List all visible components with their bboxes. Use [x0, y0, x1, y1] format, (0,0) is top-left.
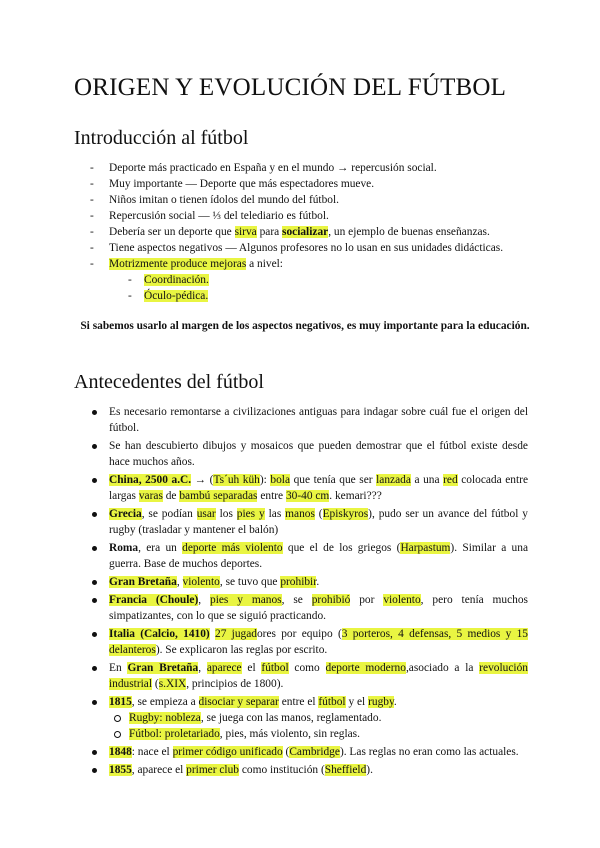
list-item: [90, 240, 518, 256]
list-item: [90, 176, 518, 192]
list-item: [90, 160, 518, 176]
bullet-icon: [92, 580, 97, 585]
text-run: , pies, más violento, sin reglas.: [219, 728, 360, 740]
sub-list-item: [90, 710, 528, 726]
sub-list-item: [90, 288, 518, 304]
highlighted-text: sirva: [234, 226, 257, 238]
list-item-text: Tiene aspectos negativos — Algunos profesores no lo usan en sus unidades didácticas.: [109, 242, 504, 254]
text-run: , era un: [138, 542, 183, 554]
list-item: [90, 744, 528, 760]
text-run: ,: [198, 662, 207, 674]
list-item: [90, 438, 528, 470]
dash-marker: -: [128, 274, 132, 286]
dash-marker: -: [90, 194, 94, 206]
highlighted-bold-text: Gran Bretaña: [109, 576, 177, 588]
highlighted-text: Coordinación.: [144, 274, 209, 286]
highlighted-text: 27 jugad: [215, 628, 257, 640]
list-item: [90, 694, 528, 710]
intro-list: [90, 160, 518, 304]
text-run: . kemari???: [329, 490, 382, 502]
text-run: , se podían: [141, 508, 197, 520]
text-run: de: [162, 490, 180, 502]
bullet-icon: [92, 666, 97, 671]
section-heading-antecedentes: Antecedentes del fútbol: [74, 371, 264, 393]
highlighted-bold-text: Italia (Calcio, 1410): [109, 628, 210, 640]
dash-marker: -: [90, 162, 94, 174]
highlighted-text: varas: [138, 490, 163, 502]
highlighted-text: rugby: [368, 696, 394, 708]
highlighted-bold-text: 1855: [109, 764, 132, 776]
text-run: ,asociado a la: [405, 662, 480, 674]
text-run: los: [215, 508, 237, 520]
list-item-text: Es necesario remontarse a civilizaciones antiguas para indagar sobre cuál fue el origen del fútbol.: [109, 406, 528, 434]
list-item: [90, 256, 518, 272]
text-run: el: [241, 662, 262, 674]
text-run: ,: [198, 594, 211, 606]
bullet-icon: [92, 444, 97, 449]
list-item-text: Muy importante — Deporte que más espectadores mueve.: [109, 178, 375, 190]
highlighted-text: red: [443, 474, 458, 486]
text-run: que tenía que ser: [290, 474, 377, 486]
highlighted-text: prohibió: [311, 594, 351, 606]
dash-marker: -: [90, 210, 94, 222]
bold-text: Roma: [109, 542, 139, 554]
text-run: por: [350, 594, 384, 606]
text-run: las: [264, 508, 286, 520]
highlighted-text: lanzada: [376, 474, 411, 486]
bullet-icon: [92, 750, 97, 755]
highlighted-text: fútbol: [318, 696, 346, 708]
antecedentes-list: [90, 404, 528, 780]
text-run: , principios de 1800).: [186, 678, 284, 690]
highlighted-text: prohibir: [280, 576, 317, 588]
highlighted-text: deporte más violento: [182, 542, 283, 554]
highlighted-text: Fútbol: proletariado: [129, 728, 220, 740]
text-run: entre el: [278, 696, 319, 708]
list-item: [90, 472, 528, 504]
text-run: : nace el: [131, 746, 173, 758]
list-item: [90, 506, 528, 538]
highlighted-text: violento: [182, 576, 220, 588]
text-run: ). Similar a una guerra. Base de muchos deportes.: [109, 542, 529, 570]
highlighted-text: disociar y separar: [198, 696, 279, 708]
bullet-icon: [92, 512, 97, 517]
bold-note: Si sabemos usarlo al margen de los aspectos negativos, es muy importante para la educación.: [80, 320, 530, 332]
highlighted-bold-text: 1815: [109, 696, 132, 708]
text-run: entre: [257, 490, 286, 502]
text-run: , se juega con las manos, reglamentado.: [200, 712, 382, 724]
text-run: , se tuvo que: [219, 576, 281, 588]
list-item: [90, 540, 528, 572]
highlighted-text: pies y: [236, 508, 265, 520]
dash-marker: -: [90, 178, 94, 190]
bullet-icon: [92, 768, 97, 773]
text-run: .: [316, 576, 320, 588]
sub-list-item: [90, 272, 518, 288]
highlighted-bold-text: Gran Bretaña: [127, 662, 199, 674]
text-run: , se empieza a: [131, 696, 199, 708]
highlighted-text: usar: [196, 508, 216, 520]
list-item: [90, 762, 528, 778]
highlighted-text: 30-40 cm: [285, 490, 330, 502]
highlighted-text: pies y manos: [210, 594, 282, 606]
text-run: (: [152, 678, 159, 690]
text-run: ,: [176, 576, 183, 588]
bullet-icon: [92, 632, 97, 637]
highlighted-text: s.XIX: [158, 678, 187, 690]
list-item-text: Niños imitan o tienen ídolos del mundo del fútbol.: [109, 194, 340, 206]
highlighted-text: primer club: [186, 764, 239, 776]
highlighted-bold-text: socializar: [282, 226, 329, 238]
text-run: como institución (: [239, 764, 325, 776]
text-run: ).: [366, 764, 373, 776]
bullet-icon: [92, 700, 97, 705]
text-run: colocada entre largas: [109, 474, 529, 502]
list-item: [90, 208, 518, 224]
highlighted-text: bola: [270, 474, 291, 486]
highlighted-text: 3 porteros, 4 defensas, 5 medios y 15 delanteros: [109, 628, 529, 656]
text-run: que el de los griegos (: [282, 542, 401, 554]
text-run: ). Se explicaron las reglas por escrito.: [155, 644, 328, 656]
text-run: ):: [259, 474, 271, 486]
circle-bullet-icon: [114, 715, 121, 722]
text-run: para: [256, 226, 283, 238]
dash-marker: -: [90, 226, 94, 238]
text-run: ). Las reglas no eran como las actuales.: [339, 746, 519, 758]
highlighted-text: revolución industrial: [109, 662, 528, 690]
list-item: [90, 574, 528, 590]
text-run: ), pudo ser un avance del fútbol y rugby (trasladar y mantener el balón): [109, 508, 528, 536]
list-item: [90, 626, 528, 658]
highlighted-text: violento: [383, 594, 421, 606]
highlighted-text: Sheffield: [324, 764, 367, 776]
highlighted-text: Motrizmente produce mejoras: [109, 258, 247, 270]
text-run: (: [282, 746, 290, 758]
text-run: , un ejemplo de buenas enseñanzas.: [328, 226, 490, 238]
list-item-text: Se han descubierto dibujos y mosaicos que pueden demostrar que el fútbol existe desde hace muchos años.: [109, 440, 528, 468]
highlighted-text: aparece: [206, 662, 242, 674]
bullet-icon: [92, 478, 97, 483]
dash-marker: -: [90, 242, 94, 254]
highlighted-text: Óculo-pédica.: [144, 290, 209, 302]
highlighted-text: Episkyros: [322, 508, 369, 520]
text-run: En: [109, 662, 128, 674]
highlighted-text: primer código unificado: [172, 746, 283, 758]
text-run: , se: [281, 594, 312, 606]
text-run: ores por equipo (: [256, 628, 342, 640]
section-heading-introduccion: Introducción al fútbol: [74, 127, 249, 149]
dash-marker: -: [128, 290, 132, 302]
highlighted-bold-text: Grecia: [109, 508, 142, 520]
highlighted-bold-text: China, 2500 a.C.: [109, 474, 192, 486]
highlighted-text: bambú separadas: [179, 490, 258, 502]
text-run: Debería ser un deporte que: [109, 226, 235, 238]
list-item-text: Repercusión social — ⅓ del telediario es fútbol.: [109, 210, 329, 222]
highlighted-text: manos: [285, 508, 315, 520]
bullet-icon: [92, 598, 97, 603]
text-run: a una: [410, 474, 444, 486]
list-item: [90, 224, 518, 240]
bullet-icon: [92, 410, 97, 415]
list-item-text: Deporte más practicado en España y en el mundo → repercusión social.: [109, 162, 437, 174]
text-run: , aparece el: [131, 764, 187, 776]
highlighted-text: Cambridge: [289, 746, 340, 758]
text-run: , pero tenía muchos simpatizantes, con lo que se siguió practicando.: [109, 594, 528, 622]
text-run: a nivel:: [246, 258, 283, 270]
text-run: .: [393, 696, 397, 708]
highlighted-bold-text: Francia (Choule): [109, 594, 199, 606]
dash-marker: -: [90, 258, 94, 270]
highlighted-text: Harpastum: [400, 542, 451, 554]
list-item: [90, 192, 518, 208]
text-run: como: [288, 662, 326, 674]
highlighted-text: Rugby: nobleza: [129, 712, 201, 724]
highlighted-bold-text: 1848: [109, 746, 132, 758]
highlighted-text: deporte moderno: [325, 662, 406, 674]
text-run: y el: [345, 696, 369, 708]
list-item: [90, 592, 528, 624]
highlighted-text: fútbol: [261, 662, 289, 674]
circle-bullet-icon: [114, 731, 121, 738]
list-item: [90, 404, 528, 436]
text-run: → (: [191, 474, 214, 486]
highlighted-text: Ts´uh küh: [213, 474, 260, 486]
list-item: [90, 660, 528, 692]
page-title: ORIGEN Y EVOLUCIÓN DEL FÚTBOL: [74, 74, 507, 101]
sub-list-item: [90, 726, 528, 742]
bullet-icon: [92, 546, 97, 551]
text-run: (: [314, 508, 323, 520]
